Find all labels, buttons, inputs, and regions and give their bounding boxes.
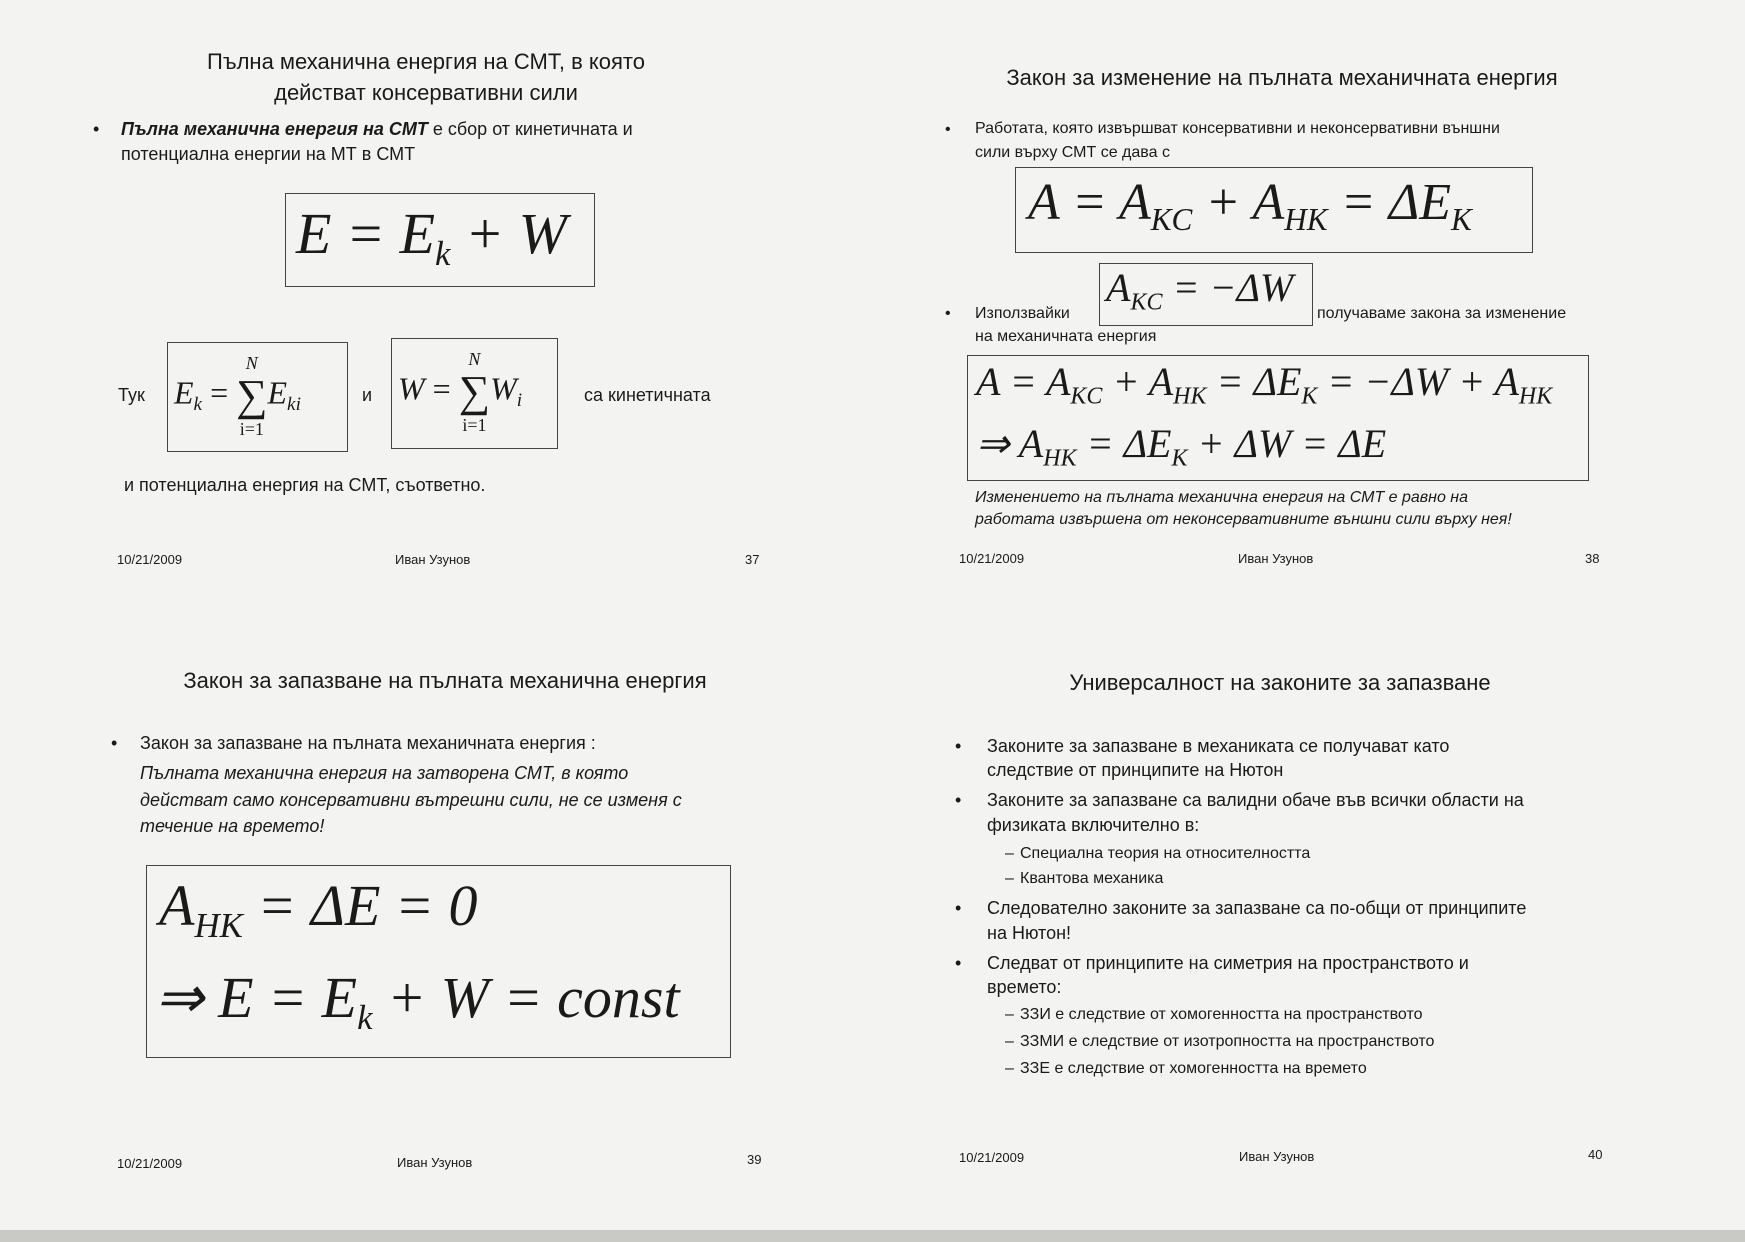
text: течение на времето! xyxy=(140,816,325,836)
formula-line-2 xyxy=(976,422,1386,470)
formula-line-2 xyxy=(155,966,680,1036)
list-item: Законите за запазване в механиката се получават като xyxy=(987,736,1450,756)
bullet-icon: • xyxy=(955,790,962,810)
subscript: HK xyxy=(1173,383,1207,410)
footer-author: Иван Узунов xyxy=(1238,551,1314,566)
list-item: физиката включително в: xyxy=(987,815,1200,835)
list-item: Законите за запазване са валидни обаче във всички области на xyxy=(987,790,1524,810)
formula-box xyxy=(967,355,1589,481)
formula-line-1 xyxy=(976,360,1552,408)
formula-term: = ΔE xyxy=(1206,359,1302,404)
sum-operator: N ∑ i=1 xyxy=(236,353,268,439)
list-item: на Нютон! xyxy=(987,923,1072,943)
formula-term: ⇒ A xyxy=(976,421,1044,466)
text: получаваме закона за изменение xyxy=(1317,305,1567,322)
formula-term: A xyxy=(1106,265,1131,310)
subscript: HK xyxy=(194,906,243,946)
bullet-icon: • xyxy=(955,736,962,756)
subscript: KC xyxy=(1130,289,1163,316)
formula-box xyxy=(391,338,558,449)
bullet-icon: • xyxy=(955,898,962,918)
subscript: i xyxy=(516,390,523,412)
subscript: k xyxy=(193,394,203,416)
sub-item: Специална теория на относителността xyxy=(1020,845,1311,862)
page-number: 40 xyxy=(1588,1147,1603,1162)
dash-icon: – xyxy=(1005,1006,1014,1023)
title-line: Пълна механична енергия на СМТ, в която xyxy=(207,49,645,74)
lower-limit: i=1 xyxy=(462,415,487,435)
slide-title xyxy=(207,46,645,108)
subscript: K xyxy=(1301,383,1318,410)
subscript: k xyxy=(435,234,451,274)
slide-title: Закон за запазване на пълната механична енергия xyxy=(183,668,707,693)
formula-box xyxy=(1015,167,1533,253)
symbol: W xyxy=(398,370,425,407)
upper-limit: N xyxy=(245,353,258,373)
bullet-icon: • xyxy=(955,953,962,973)
formula-term: A = A xyxy=(1028,174,1151,231)
footer-author: Иван Узунов xyxy=(397,1155,473,1170)
formula-box xyxy=(167,342,348,452)
bold-term: Пълна механична енергия на СМТ xyxy=(121,119,428,139)
formula-term: = ΔE = 0 xyxy=(242,873,478,938)
sub-item: Квантова механика xyxy=(1020,870,1164,887)
formula-work xyxy=(1028,174,1472,235)
list-item: времето: xyxy=(987,977,1062,997)
formula-energy xyxy=(296,202,567,272)
bullet-text xyxy=(121,117,633,167)
bullet-icon: • xyxy=(111,733,118,753)
sum-operator: N ∑ i=1 xyxy=(458,349,491,435)
subscript: KC xyxy=(1070,383,1103,410)
subscript: HK xyxy=(1518,383,1553,410)
formula-conservative-work xyxy=(1106,266,1293,314)
sub-item: ЗЗМИ е следствие от изотропността на пространството xyxy=(1020,1033,1435,1050)
text: Тук xyxy=(118,385,145,405)
upper-limit: N xyxy=(468,349,481,369)
bullet-icon: • xyxy=(945,121,951,138)
footer-author: Иван Узунов xyxy=(395,552,471,567)
text: работата извършена от неконсервативните външни сили върху нея! xyxy=(975,511,1512,528)
text: Пълната механична енергия на затворена СМТ, в която xyxy=(140,763,629,783)
text: сили върху СМТ се дава с xyxy=(975,144,1170,161)
sub-item: ЗЗИ е следствие от хомогенността на пространството xyxy=(1020,1006,1423,1023)
text: и потенциална енергия на СМТ, съответно. xyxy=(124,475,486,495)
formula-term: + W xyxy=(450,201,567,266)
list-item: Следователно законите за запазване са по-общи от принципите xyxy=(987,898,1527,918)
formula-box xyxy=(146,865,731,1058)
formula-term: + A xyxy=(1192,174,1285,231)
symbol: E xyxy=(267,374,288,411)
slide-title: Универсалност на законите за запазване xyxy=(1069,670,1491,695)
text: Работата, която извършват консервативни и неконсервативни външни xyxy=(975,120,1500,137)
formula-term: + ΔW = ΔE xyxy=(1187,421,1387,466)
text: Използвайки xyxy=(975,305,1070,322)
formula-term: = −ΔW xyxy=(1162,265,1294,310)
formula-term: E = E xyxy=(296,201,435,266)
formula-box xyxy=(1099,263,1313,326)
formula-term: ⇒ E = E xyxy=(155,965,358,1030)
text: са кинетичната xyxy=(584,385,711,405)
formula-box xyxy=(285,193,595,287)
formula-line-1 xyxy=(159,874,478,944)
text: на механичната енергия xyxy=(975,328,1157,345)
subscript: ki xyxy=(287,394,301,416)
formula-term: = ΔE xyxy=(1076,421,1172,466)
law-statement xyxy=(140,760,682,840)
subscript: k xyxy=(357,998,373,1038)
scanner-edge xyxy=(0,1230,1745,1242)
symbol: W xyxy=(490,370,517,407)
page-number: 38 xyxy=(1585,551,1600,566)
footer-date: 10/21/2009 xyxy=(117,1156,183,1171)
bullet-icon: • xyxy=(93,119,100,139)
formula-term: = ΔE xyxy=(1327,174,1451,231)
text: е сбор от кинетичната и xyxy=(427,119,633,139)
text: Изменението на пълната механична енергия на СМТ е равно на xyxy=(975,489,1469,506)
text: и xyxy=(362,385,373,405)
lower-limit: i=1 xyxy=(239,419,264,439)
text: действат само консервативни вътрешни сили, не се изменя с xyxy=(140,789,682,810)
formula-kinetic-sum: $E_k$ = N ∑ i=1 $E_{ki}$ xyxy=(174,353,301,439)
dash-icon: – xyxy=(1005,845,1014,862)
formula-term: + A xyxy=(1102,359,1174,404)
footer-date: 10/21/2009 xyxy=(959,1150,1025,1165)
formula-term: A = A xyxy=(976,359,1071,404)
subscript: K xyxy=(1450,201,1472,237)
bullet-icon: • xyxy=(945,305,951,322)
bullet-text xyxy=(975,117,1500,165)
dash-icon: – xyxy=(1005,1060,1014,1077)
dash-icon: – xyxy=(1005,1033,1014,1050)
footer-date: 10/21/2009 xyxy=(959,551,1025,566)
dash-icon: – xyxy=(1005,870,1014,887)
title-line: действат консервативни сили xyxy=(274,80,578,105)
footer-date: 10/21/2009 xyxy=(117,552,183,567)
page-number: 39 xyxy=(747,1152,762,1167)
subscript: HK xyxy=(1043,445,1077,472)
list-item: Следват от принципите на симетрия на пространството и xyxy=(987,953,1469,973)
symbol: E xyxy=(174,374,194,411)
subscript: KC xyxy=(1150,201,1193,237)
page-number: 37 xyxy=(745,552,760,567)
slide-title: Закон за изменение на пълната механичната енергия xyxy=(1006,65,1558,90)
list-item: следствие от принципите на Нютон xyxy=(987,760,1284,780)
bullet-text: Закон за запазване на пълната механичната енергия : xyxy=(140,733,596,753)
formula-term: = −ΔW + A xyxy=(1317,359,1519,404)
footer-author: Иван Узунов xyxy=(1239,1149,1315,1164)
subscript: HK xyxy=(1284,201,1328,237)
formula-potential-sum: W = N ∑ i=1 $W_i$ xyxy=(398,349,523,435)
text: потенциална енергии на МТ в СМТ xyxy=(121,144,416,164)
conclusion-text xyxy=(975,487,1512,531)
sub-item: ЗЗЕ е следствие от хомогенността на времето xyxy=(1020,1060,1367,1077)
subscript: K xyxy=(1171,445,1188,472)
formula-term: A xyxy=(159,873,195,938)
formula-term: + W = const xyxy=(372,965,680,1030)
